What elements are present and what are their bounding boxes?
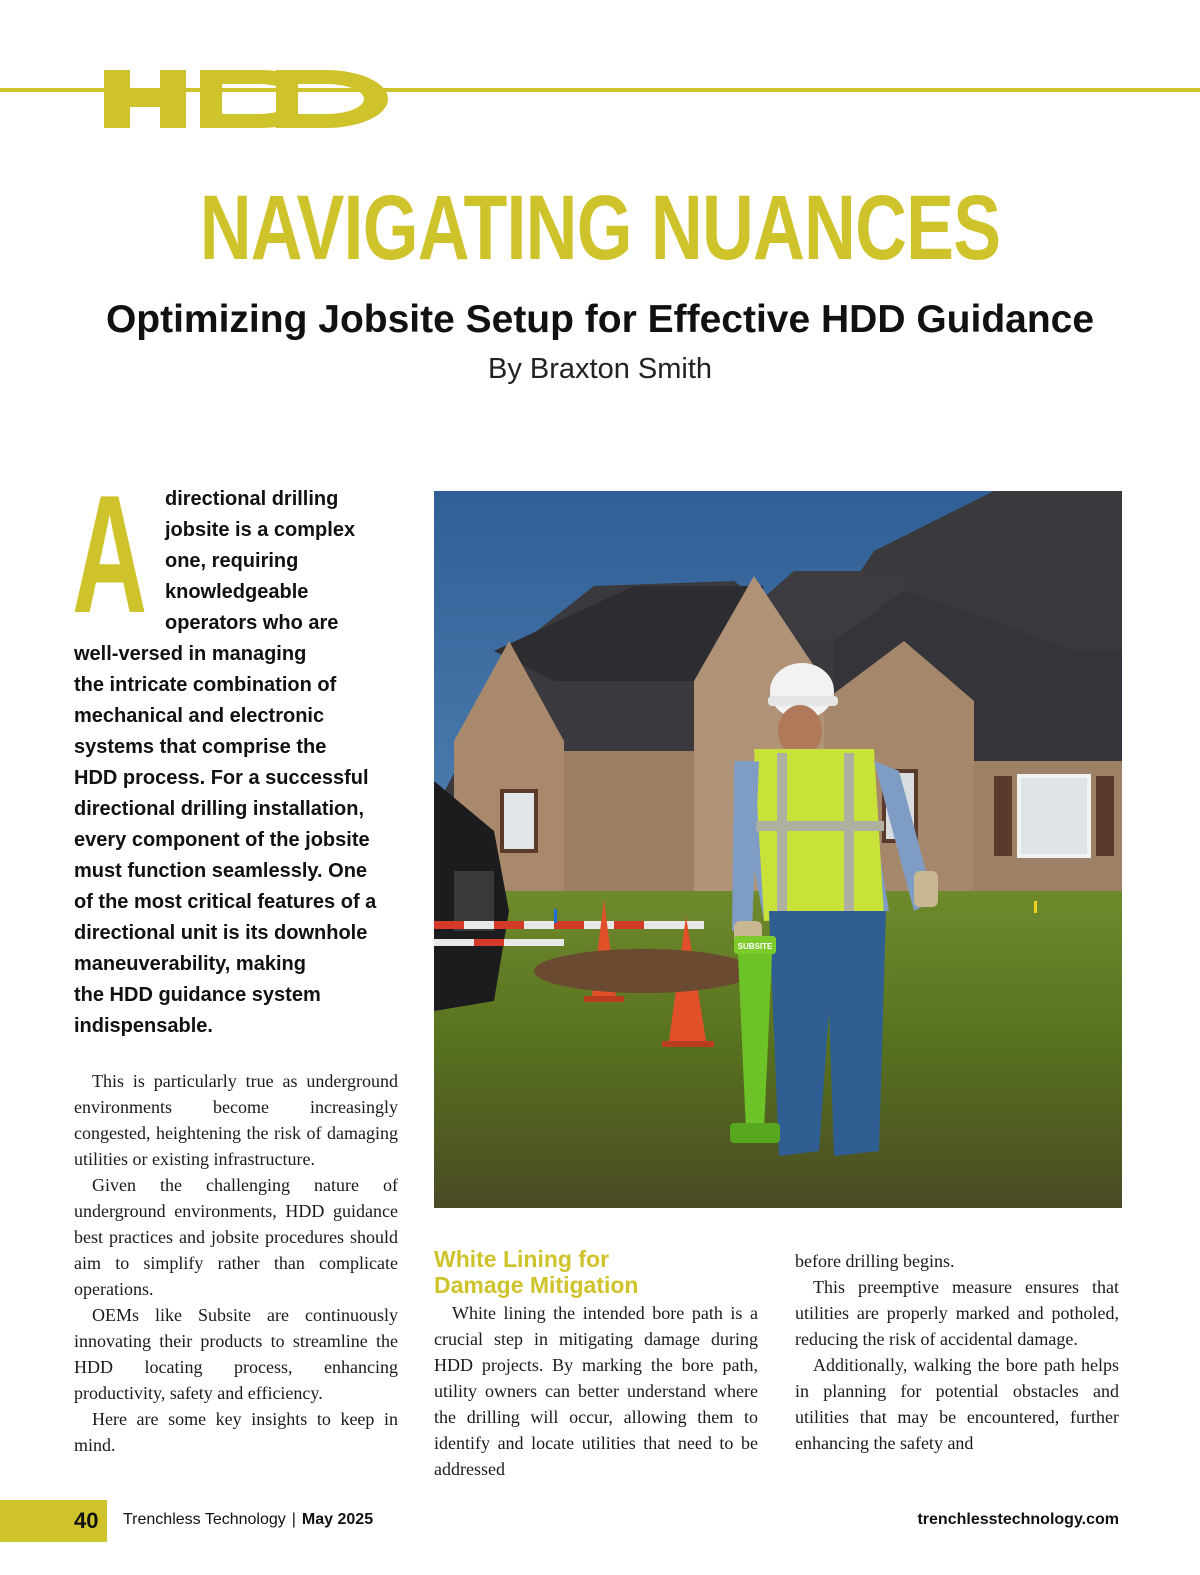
body-paragraph: White lining the intended bore path is a crucial step in mitigating damage during HDD projects. By marking the bore path, utility owners can better understand where the drilling will occur, allowing them to identify and locate utilities that need to be addressed	[434, 1303, 758, 1479]
locator-label: SUBSITE	[737, 942, 773, 951]
body-column-1	[74, 1068, 398, 1458]
lead-line: mechanical and electronic	[74, 705, 325, 727]
lead-line: directional drilling	[165, 488, 339, 510]
body-paragraph: Given the challenging nature of underground environments, HDD guidance best practices and jobsite procedures should aim to simplify rather than complicate operations.	[74, 1175, 398, 1299]
body-paragraph: OEMs like Subsite are continuously innovating their products to streamline the HDD locating process, enhancing productivity, safety and efficiency.	[74, 1305, 398, 1403]
footer-separator: |	[291, 1511, 296, 1528]
hdd-logo	[100, 66, 390, 130]
lead-line: must function seamlessly. One	[74, 860, 368, 882]
headline: NAVIGATING NUANCES	[199, 177, 1001, 279]
issue-date: May 2025	[301, 1511, 374, 1528]
lead-line: operators who are	[165, 612, 339, 634]
subtitle: Optimizing Jobsite Setup for Effective HDD Guidance	[105, 298, 1095, 341]
lead-line: one, requiring	[165, 550, 299, 572]
lead-line: well-versed in managing	[74, 643, 307, 665]
body-continuation: before drilling begins.	[795, 1251, 955, 1271]
body-paragraph: This is particularly true as underground environments become increasingly congested, heightening the risk of damaging utilities or existing infrastructure.	[74, 1071, 398, 1169]
page-number: 40	[74, 1508, 99, 1533]
lead-line: directional unit is its downhole	[74, 922, 368, 944]
body-column-3	[795, 1248, 1119, 1456]
lead-line: directional drilling installation,	[74, 798, 365, 820]
lead-line: jobsite is a complex	[165, 519, 356, 541]
publication-name: Trenchless Technology	[123, 1511, 286, 1528]
lead-line: the intricate combination of	[74, 674, 337, 696]
lead-line: HDD process. For a successful	[74, 767, 369, 789]
section-heading-line: Damage Mitigation	[434, 1272, 639, 1298]
section-heading	[434, 1246, 764, 1298]
lead-line: systems that comprise the	[74, 736, 327, 758]
footer-publication	[123, 1509, 373, 1531]
drop-cap: A	[72, 460, 148, 648]
lead-line: every component of the jobsite	[74, 829, 370, 851]
lead-line: knowledgeable	[165, 581, 309, 603]
body-paragraph: Here are some key insights to keep in mind.	[74, 1409, 398, 1455]
body-column-2	[434, 1300, 758, 1482]
lead-line: of the most critical features of a	[74, 891, 377, 913]
photo-illustration	[434, 491, 1122, 1208]
lead-line: indispensable.	[74, 1015, 213, 1037]
body-paragraph: This preemptive measure ensures that utilities are properly marked and potholed, reducing the risk of accidental damage.	[795, 1277, 1119, 1349]
body-paragraph: Additionally, walking the bore path helps in planning for potential obstacles and utilities that may be encountered, further enhancing the safety and	[795, 1355, 1119, 1453]
lead-line: maneuverability, making	[74, 953, 306, 975]
footer-url[interactable]: trenchlesstechnology.com	[917, 1511, 1119, 1528]
section-heading-line: White Lining for	[434, 1246, 610, 1272]
byline: By Braxton Smith	[487, 353, 713, 385]
lead-line: the HDD guidance system	[74, 984, 321, 1006]
article-photo	[434, 491, 1122, 1208]
